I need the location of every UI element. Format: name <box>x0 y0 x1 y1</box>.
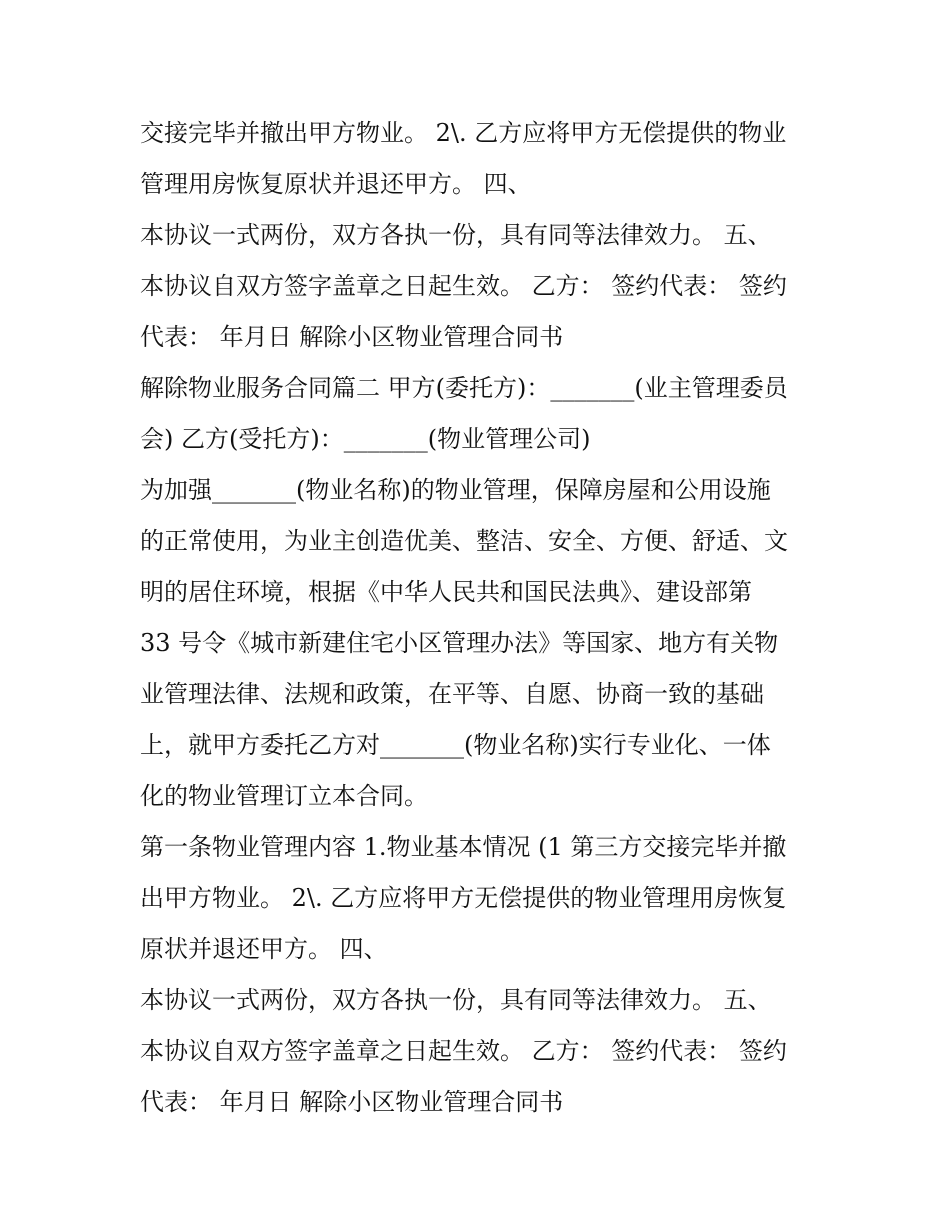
text-line: 本协议自双方签字盖章之日起生效。 乙方： 签约代表： 签约 <box>140 1037 787 1065</box>
text-line: 管理用房恢复原状并退还甲方。 四、 <box>140 170 532 198</box>
text-line: 化的物业管理订立本合同。 <box>140 782 428 810</box>
text-line: 上，就甲方委托乙方对_______(物业名称)实行专业化、一体 <box>140 731 771 759</box>
text-line: 33 号令《城市新建住宅小区管理办法》等国家、地方有关物 <box>140 629 779 657</box>
text-line: 本协议一式两份，双方各执一份，具有同等法律效力。 五、 <box>140 986 772 1014</box>
text-line: 业管理法律、法规和政策，在平等、自愿、协商一致的基础 <box>140 680 764 708</box>
text-line: 原状并退还甲方。 四、 <box>140 935 388 963</box>
text-line: 代表： 年月日 解除小区物业管理合同书 <box>140 323 564 351</box>
text-line: 解除物业服务合同篇二 甲方(委托方)：_______(业主管理委员 <box>140 374 788 402</box>
document-body <box>140 108 820 1128</box>
text-line: 为加强_______(物业名称)的物业管理，保障房屋和公用设施 <box>140 476 771 504</box>
text-line: 出甲方物业。 2\. 乙方应将甲方无偿提供的物业管理用房恢复 <box>140 884 787 912</box>
text-line: 本协议自双方签字盖章之日起生效。 乙方： 签约代表： 签约 <box>140 272 787 300</box>
text-line: 代表： 年月日 解除小区物业管理合同书 <box>140 1088 564 1116</box>
text-line: 第一条物业管理内容 1.物业基本情况 (1 第三方交接完毕并撤 <box>140 833 787 861</box>
text-line: 明的居住环境，根据《中华人民共和国民法典》、建设部第 <box>140 578 752 606</box>
text-line: 的正常使用，为业主创造优美、整洁、安全、方便、舒适、文 <box>140 527 788 555</box>
text-line: 交接完毕并撤出甲方物业。 2\. 乙方应将甲方无偿提供的物业 <box>140 119 787 147</box>
text-line: 本协议一式两份，双方各执一份，具有同等法律效力。 五、 <box>140 221 772 249</box>
text-line: 会) 乙方(受托方)：_______(物业管理公司) <box>140 425 591 453</box>
